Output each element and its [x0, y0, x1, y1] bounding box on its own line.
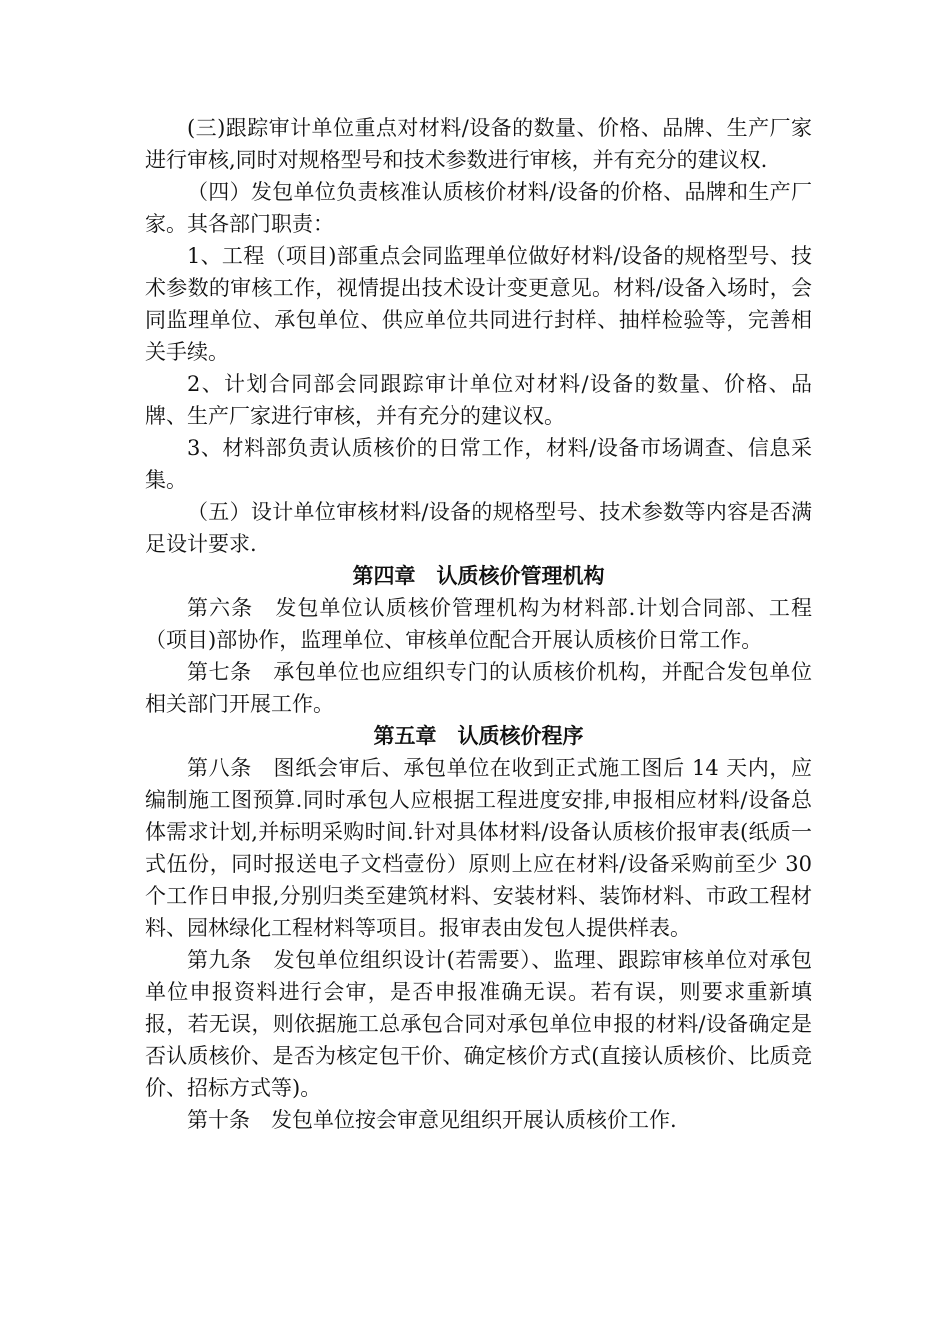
paragraph-duty-3: 3、材料部负责认质核价的日常工作，材料/设备市场调查、信息采集。 — [145, 436, 812, 492]
article-10: 第十条 发包单位按会审意见组织开展认质核价工作. — [187, 1108, 677, 1132]
article-9: 第九条 发包单位组织设计(若需要）、监理、跟踪审核单位对承包单位申报资料进行会审，是否申报准确无误。若有误，则要求重新填报，若无误，则依据施工总承包合同对承包单位申报的材料/设备确定是否认质核价、是否为核定包干价、确定核价方式(直接认质核价、比质竞价、招标方式等)。 — [145, 948, 812, 1100]
article-7: 第七条 承包单位也应组织专门的认质核价机构，并配合发包单位相关部门开展工作。 — [145, 660, 812, 716]
paragraph-section-4: （四）发包单位负责核准认质核价材料/设备的价格、品牌和生产厂家。其各部门职责： — [145, 180, 812, 236]
paragraph-section-3: (三)跟踪审计单位重点对材料/设备的数量、价格、品牌、生产厂家进行审核,同时对规格型号和技术参数进行审核，并有充分的建议权. — [145, 116, 812, 172]
paragraph-duty-2: 2、计划合同部会同跟踪审计单位对材料/设备的数量、价格、品牌、生产厂家进行审核，并有充分的建议权。 — [145, 372, 812, 428]
chapter-5-heading: 第五章 认质核价程序 — [373, 724, 584, 748]
article-6: 第六条 发包单位认质核价管理机构为材料部.计划合同部、工程（项目)部协作，监理单位、审核单位配合开展认质核价日常工作。 — [145, 596, 812, 652]
article-8: 第八条 图纸会审后、承包单位在收到正式施工图后 14 天内，应编制施工图预算.同时承包人应根据工程进度安排,申报相应材料/设备总体需求计划,并标明采购时间.针对具体材料/设备认质核价报审表(纸质一式伍份，同时报送电子文档壹份）原则上应在材料/设备采购前至少 30 个工作日申报,分别归类至建筑材料、安装材料、装饰材料、市政工程材料、园林绿化工程材料等项目。报审表由发包人提供样表。 — [145, 756, 812, 940]
chapter-4-heading: 第四章 认质核价管理机构 — [352, 564, 605, 588]
paragraph-section-5: （五）设计单位审核材料/设备的规格型号、技术参数等内容是否满足设计要求. — [145, 500, 812, 556]
paragraph-duty-1: 1、工程（项目)部重点会同监理单位做好材料/设备的规格型号、技术参数的审核工作，视情提出技术设计变更意见。材料/设备入场时，会同监理单位、承包单位、供应单位共同进行封样、抽样检验等，完善相关手续。 — [145, 244, 812, 364]
